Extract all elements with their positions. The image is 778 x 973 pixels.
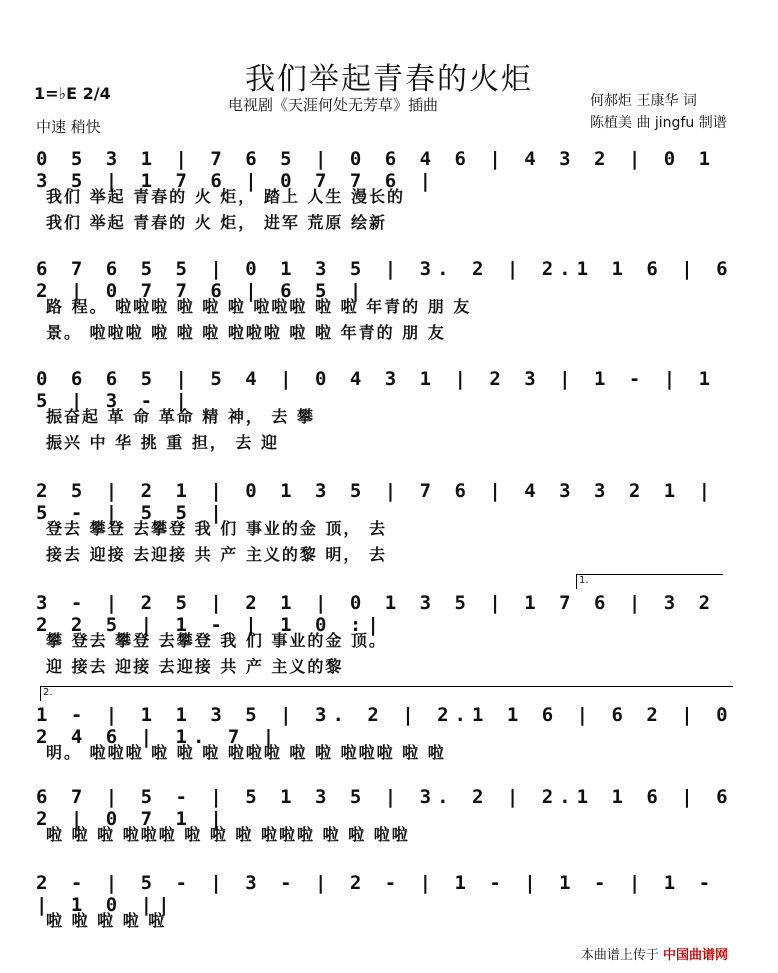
credits [590, 90, 727, 134]
footer-text: 本曲谱上传于 [580, 948, 659, 963]
footer [581, 944, 728, 963]
notation-row [36, 704, 738, 748]
notation-line: 0 6 6 5 | 5 4 | 0 4 3 1 | 2 3 | 1 - | 1 5 | 3 - | [36, 368, 717, 412]
notation-row [36, 480, 738, 524]
lyric-line: 攀 登去 攀登 去攀登 我 们 事业的金 顶。 [46, 631, 387, 650]
notation-row [36, 148, 738, 192]
notation-line: 2 5 | 2 1 | 0 1 3 5 | 7 6 | 4 3 3 2 1 | 5 - | 5 5 | [36, 480, 717, 524]
lyric-line: 振兴 中 华 挑 重 担， 去 迎 [46, 433, 279, 452]
lyric-line: 我们 举起 青春的 火 炬， 进军 荒原 绘新 [46, 213, 387, 232]
lyric-line: 振奋起 革 命 革命 精 神， 去 攀 [46, 407, 315, 426]
volta-2: 2. [40, 686, 733, 701]
notation-line: 6 7 6 5 5 | 0 1 3 5 | 3. 2 | 2.1 1 6 | 6 2 | 0 7 7 6 | 6 5 | [36, 258, 734, 302]
notation-line: 6 7 | 5 - | 5 1 3 5 | 3. 2 | 2.1 1 6 | 6 2 | 0 7 1 | [36, 786, 734, 830]
site-logo: 中国曲谱网 [662, 948, 728, 963]
subtitle: 电视剧《天涯何处无芳草》插曲 [228, 96, 439, 114]
notation-line: 0 5 3 1 | 7 6 5 | 0 6 4 6 | 4 3 2 | 0 1 3 5 | 1 7 6 | 0 7 7 6 | [36, 148, 717, 192]
notation-row [36, 592, 738, 636]
tempo-marking: 中速 稍快 [36, 118, 101, 136]
lyric-line: 啦 啦 啦 啦 啦 [46, 911, 167, 930]
lyric-line: 接去 迎接 去迎接 共 产 主义的黎 明， 去 [46, 545, 387, 564]
lyric-line: 明。 啦啦啦 啦 啦 啦 啦啦啦 啦 啦 啦啦啦 啦 啦 [46, 743, 446, 762]
lyric-line: 我们 举起 青春的 火 炬， 踏上 人生 漫长的 [46, 187, 405, 206]
notation-row [36, 872, 738, 916]
volta-1: 1. [576, 574, 723, 589]
notation-line: 1 - | 1 1 3 5 | 3. 2 | 2.1 1 6 | 6 2 | 0 2 4 6 | 1. 7 | [36, 704, 734, 748]
key-signature: 1=♭E 2/4 [34, 84, 111, 103]
lyric-line: 景。 啦啦啦 啦 啦 啦 啦啦啦 啦 啦 年青的 朋 友 [46, 323, 446, 342]
lyric-line: 登去 攀登 去攀登 我 们 事业的金 顶， 去 [46, 519, 387, 538]
lyricist-credit: 何郝炬 王康华 词 [590, 93, 697, 109]
lyric-line: 路 程。 啦啦啦 啦 啦 啦 啦啦啦 啦 啦 年青的 朋 友 [46, 297, 472, 316]
notation-row [36, 368, 738, 412]
notation-line: 3 - | 2 5 | 2 1 | 0 1 3 5 | 1 7 6 | 3 2 2 2 5 | 1 - | 1 0 :| [36, 592, 717, 636]
notation-row [36, 786, 738, 830]
lyric-line: 迎 接去 迎接 去迎接 共 产 主义的黎 [46, 657, 344, 676]
notation-line: 2 - | 5 - | 3 - | 2 - | 1 - | 1 - | 1 - | 1 0 || [36, 872, 717, 916]
page-title: 我们举起青春的火炬 [245, 62, 533, 97]
notation-row [36, 258, 738, 302]
composer-credit: 陈植美 曲 jingfu 制谱 [590, 115, 727, 131]
lyric-line: 啦 啦 啦 啦啦啦 啦 啦 啦 啦啦啦 啦 啦 啦啦 [46, 825, 410, 844]
